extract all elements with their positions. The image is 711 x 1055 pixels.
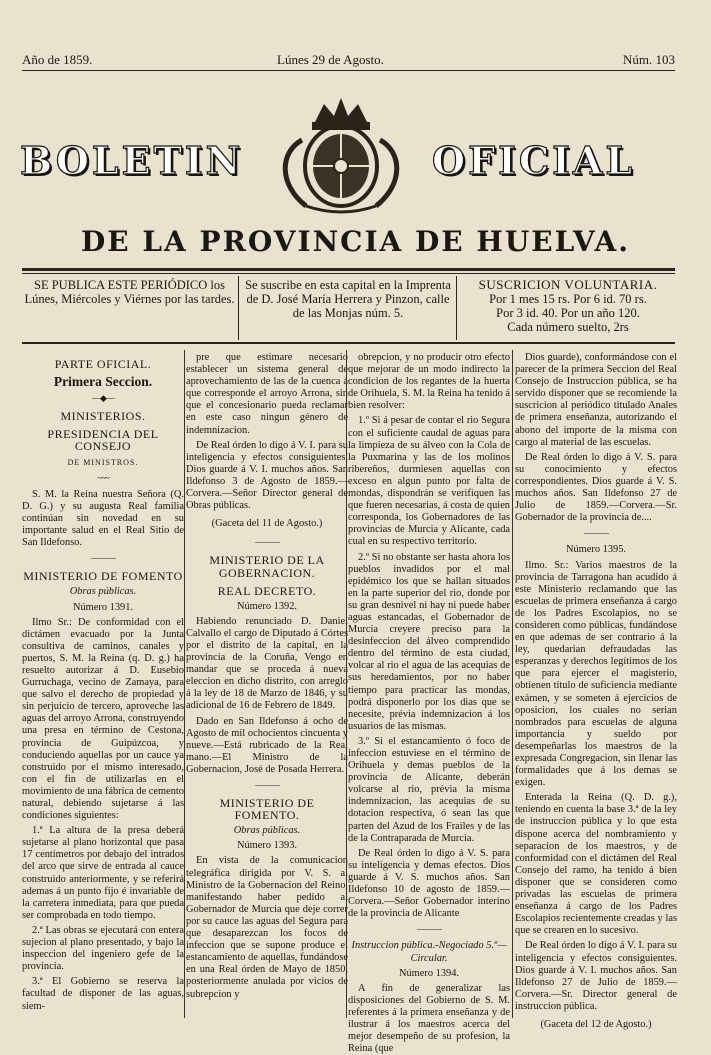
paragraph: De Real órden lo digo á V. I. para su inteligencia y efectos consiguientes. Dios guarde á V. I. muchos años. San Ildefonso 3 de Agosto de 1859.—Corvera.—Señor Director general de Obras públicas. <box>186 439 348 512</box>
prices-title: SUSCRICION VOLUNTARIA. <box>478 277 658 292</box>
article-number: Número 1391. <box>72 601 134 613</box>
subscription-prices <box>458 278 678 334</box>
paragraph: De Real órden lo digo á V. S. para su conocimiento y efectos correspondientes. Dios guarde á V. S. muchos años. San Ildefonso 27 de Julio de 1859.—Corvera.—Sr. Gobernador de la provincia de.... <box>515 451 677 524</box>
paragraph: obrepcion, y no producir otro efecto que mejorar de un modo indirecto la condicion de los regantes de la huerta de Orihuela, S. M. la Reina ha tenido á bien resolver: <box>348 352 510 412</box>
column-divider <box>184 350 185 1018</box>
prices-line: Por 1 mes 15 rs. Por 6 id. 70 rs. <box>489 292 647 306</box>
publication-subtitle: DE LA PROVINCIA DE HUELVA. <box>81 225 630 258</box>
section-heading: MINISTERIO DE FOMENTO <box>23 569 183 584</box>
paragraph: Dios guarde), conformándose con el parecer de la primera Seccion del Real Consejo de Instruccion pública, se ha servido disponer que se recomiende la suscricion al periódico titulado Anales de primera enseñanza, autorizando el abono del importe de la misma con cargo al material de las escuelas. <box>515 352 677 448</box>
section-subheading: Instruccion pública.-Negociado 5.º—Circular. <box>351 940 507 964</box>
info-divider <box>456 276 457 340</box>
section-subheading: Obras públicas. <box>69 586 137 598</box>
column-2 <box>186 352 348 1017</box>
gazette-reference: (Gaceta del 11 de Agosto.) <box>211 518 323 530</box>
section-subheading: DE MINISTROS. <box>67 457 139 467</box>
paragraph: A fin de generalizar las disposiciones del Gobierno de S. M. referentes á la primera enseñanza y de ilustrar á los maestros acerca del mejor desempeño de su profesion, la Reina (que <box>348 982 510 1055</box>
paragraph: En vista de la comunicacion telegráfica dirigida por V. S. al Ministro de la Gobernacion del Reino, manifestando haber pedido al Gobernador de Murcia que deje correr por su cauce las aguas del Segura para que desaparezcan los focos de infeccion que se supone produce el estancamiento de aquellas, fundándose en una Real órden de Mayo de 1850, posteriormente anulada por vicios de subrepcion y <box>186 855 348 1000</box>
divider-ornament: ——— <box>584 528 608 539</box>
section-heading: Primera Seccion. <box>53 374 153 390</box>
article-number: Número 1393. <box>236 840 298 852</box>
column-1 <box>22 352 184 1017</box>
info-divider <box>238 276 239 340</box>
masthead-left: BOLETIN <box>20 138 244 183</box>
column-divider <box>346 350 347 1018</box>
section-heading: REAL DECRETO. <box>217 583 317 598</box>
paragraph: De Real órden lo digo á V. S. para su inteligencia y demas efectos. Dios guarde á V. S. muchos años. San Ildefonso 10 de agosto de 1859.—Corvera.—Señor Gobernador interino de la provincia de Alicante <box>348 847 510 920</box>
paragraph: 3.ª El Gobierno se reserva la facultad de disponer de las aguas, siem- <box>22 976 184 1012</box>
section-heading: MINISTERIO DE LA GOBERNACION. <box>209 553 325 580</box>
paragraph: 1.ª La altura de la presa deberá sujetarse al plano horizontal que pasa 17 centímetros por debajo del intrados del arco que sirve de entrada al cauce construido anteriormente, y se referirá ademas á un punto fijo é invariable de la carretera inmediata, para que pueda ser comprobada en todo tiempo. <box>22 825 184 921</box>
paragraph: Ilmo Sr.: De conformidad con el dictámen evacuado por la Junta consultiva de caminos, canales y puertos, S. M. la Reina (q. D. g.) ha resuelto autorizar á D. Eusebio Gurruchaga, vecino de Zamaya, para que salvo el derecho de propiedad y sin perjuicio de tercero, aproveche las aguas del arroyo Arrona, construyendo una presa en término de Cestona, provincia de Guipúzcoa, y conduciendo aquellas por un cauce ya construido por el mismo interesado, con el fin de utilizarlas en el movimiento de una fábrica de cemento natural, debiendo sujetarse á las condiciones siguientes: <box>22 616 184 822</box>
paragraph: 2.º Si no obstante ser hasta ahora los pueblos invadidos por el mal epidémico los que se hallan situados en la parte superior del rio, donde por su gran desnivel ni hay ni puede haber aguas estancadas, el Gobernador de Murcia creyere preciso para la desinfeccion del álveo comprendido dentro del término de esta ciudad, volcar al rio el agua de las acequias de sus heredamientos, por no haber tiempo para practicar las mondas, podrá disponerlo por los dias que se necesite, prévia indemnizacion á los usuarios de las mismas. <box>348 551 510 732</box>
prices-line: Por 3 id. 40. Por un año 120. <box>496 306 640 320</box>
royal-crest-icon <box>266 94 416 216</box>
rule-columns <box>22 342 675 344</box>
section-heading: MINISTERIOS. <box>60 409 146 424</box>
section-subheading: Obras públicas. <box>233 825 301 837</box>
divider-ornament: ——— <box>91 553 115 564</box>
column-3 <box>348 352 510 1055</box>
prices-line: Cada número suelto, 2rs <box>507 320 629 334</box>
paragraph: De Real órden lo digo á V. I. para su inteligencia y efectos consiguientes. Dios guarde á V. I. muchos años. San Ildefonso 27 de Julio de 1859.—Corvera.—Sr. Director general de instruccion pública. <box>515 940 677 1012</box>
section-heading: MINISTERIO DE FOMENTO. <box>219 796 315 823</box>
paragraph: Ilmo. Sr.: Varios maestros de la provincia de Tarragona han acudido á este Ministerio reclamando que las escuelas de primera enseñanza á cargo de los Padres Escolapios, no se consideren como públicas, fundándose en que ademas de ser contrario á la ley, quedarian defraudadas las esperanzas y derechos legítimos de los que para ejercer el magisterio, obtienen título de suficiencia mediante exámen, y se someten á ejercicios de oposicion, los cuales no serian nombrados para escuelas de alguna importancia y sueldo por desempeñarlas los maestros de la expresada Congregacion, sin llenar las formalidades que á los demas se exigen. <box>515 559 677 789</box>
paragraph: 2.ª Las obras se ejecutará con entera sujecion al plano presentado, y bajo la inspeccion del ingeniero gefe de la provincia. <box>22 924 184 973</box>
issue-number: Núm. 103 <box>623 52 675 67</box>
column-4 <box>515 352 677 1030</box>
paragraph: Habiendo renunciado D. Daniel Calvallo el cargo de Diputado á Córtes por el distrito de la capital, en la provincia de la Coruña, Vengo en mandar que se proceda á nueva eleccion en dicho distrito, con arreglo á la ley de 18 de Marzo de 1846, y su adicional de 16 de Febrero de 1849. <box>186 615 348 712</box>
divider-ornament: —◆— <box>92 393 114 404</box>
subscription-place: Se suscribe en esta capital en la Imprenta de D. José María Herrera y Pinzon, calle de las Monjas núm. 5. <box>245 278 451 320</box>
paragraph: S. M. la Reina nuestra Señora (Q. D. G.) y su augusta Real familia continúan sin novedad en su importante salud en el Real Sitio de San Ildefonso. <box>22 488 184 549</box>
divider-ornament: ~~~ <box>97 472 109 483</box>
section-heading: PRESIDENCIA DEL CONSEJO <box>47 427 159 454</box>
column-divider <box>512 350 513 1018</box>
issue-date: Lúnes 29 de Agosto. <box>277 52 384 67</box>
article-number: Número 1392. <box>236 600 298 612</box>
issue-year: Año de 1859. <box>22 52 93 67</box>
rule-top <box>22 70 675 71</box>
publication-schedule: SE PUBLICA ESTE PERIÓDICO los Lúnes, Miércoles y Viérnes por las tardes. <box>24 278 235 306</box>
article-number: Número 1395. <box>565 544 627 556</box>
divider-ornament: ——— <box>255 780 279 790</box>
divider-ornament: ——— <box>417 924 441 935</box>
masthead-right: OFICIAL <box>432 138 636 183</box>
section-heading: PARTE OFICIAL. <box>54 357 152 371</box>
article-number: Número 1394. <box>398 967 460 979</box>
divider-ornament: ——— <box>255 537 279 548</box>
paragraph: 1.º Si á pesar de contar el rio Segura con el suficiente caudal de aguas para la limpieza de su álveo con la Cola de la Puxmarina y las de los molinos ribereños, durmiesen aquellas con exceso en algun punto por falta de mondas, dispondrán se verifiquen las que fueren necesarias, á costa de quien corresponda, los Gobernadores de las provincias de Murcia y Alicante, cada cual en su respectivo territorio. <box>348 415 510 548</box>
paragraph: Dado en San Ildefonso á ocho de Agosto de mil ochocientos cincuenta y nueve.—Está rubricado de la Real mano.—El Ministro de la Gobernacion, José de Posada Herrera. <box>186 715 348 775</box>
paragraph: pre que estimare necesario establecer un sistema general de aprovechamiento de las de la cuenca á que corresponde el arroyo Arrona, sin que el concesionario pueda reclamar en este caso ningun género de indemnizacion. <box>186 352 348 436</box>
paragraph: 3.º Si el estancamiento ó foco de infeccion estuviese en el término de Orihuela y demas pueblos de la provincia de Alicante, deberán volcarse al rio, prévia la misma indemnizacion, las acequias de su dotacion respectiva, ó sean las que parten del Azud de los Frailes y de las de la Contraparada de Murcia. <box>348 735 510 844</box>
rule-thick <box>22 268 675 271</box>
paragraph: Enterada la Reina (Q. D. g.), teniendo en cuenta la base 3.ª de la ley de instruccion pública y lo que esta dispone acerca del nombramiento y separacion de los maestros, y de conformidad con el dictámen del Real Consejo del ramo, ha tenido á bien disponer que se consideren como privadas las escuelas de primera enseñanza á cargo de los Padres Escolapios recientemente creadas y las que se crearen en lo sucesivo. <box>515 792 677 937</box>
rule-thin <box>22 273 675 274</box>
gazette-reference: (Gaceta del 12 de Agosto.) <box>540 1018 652 1030</box>
